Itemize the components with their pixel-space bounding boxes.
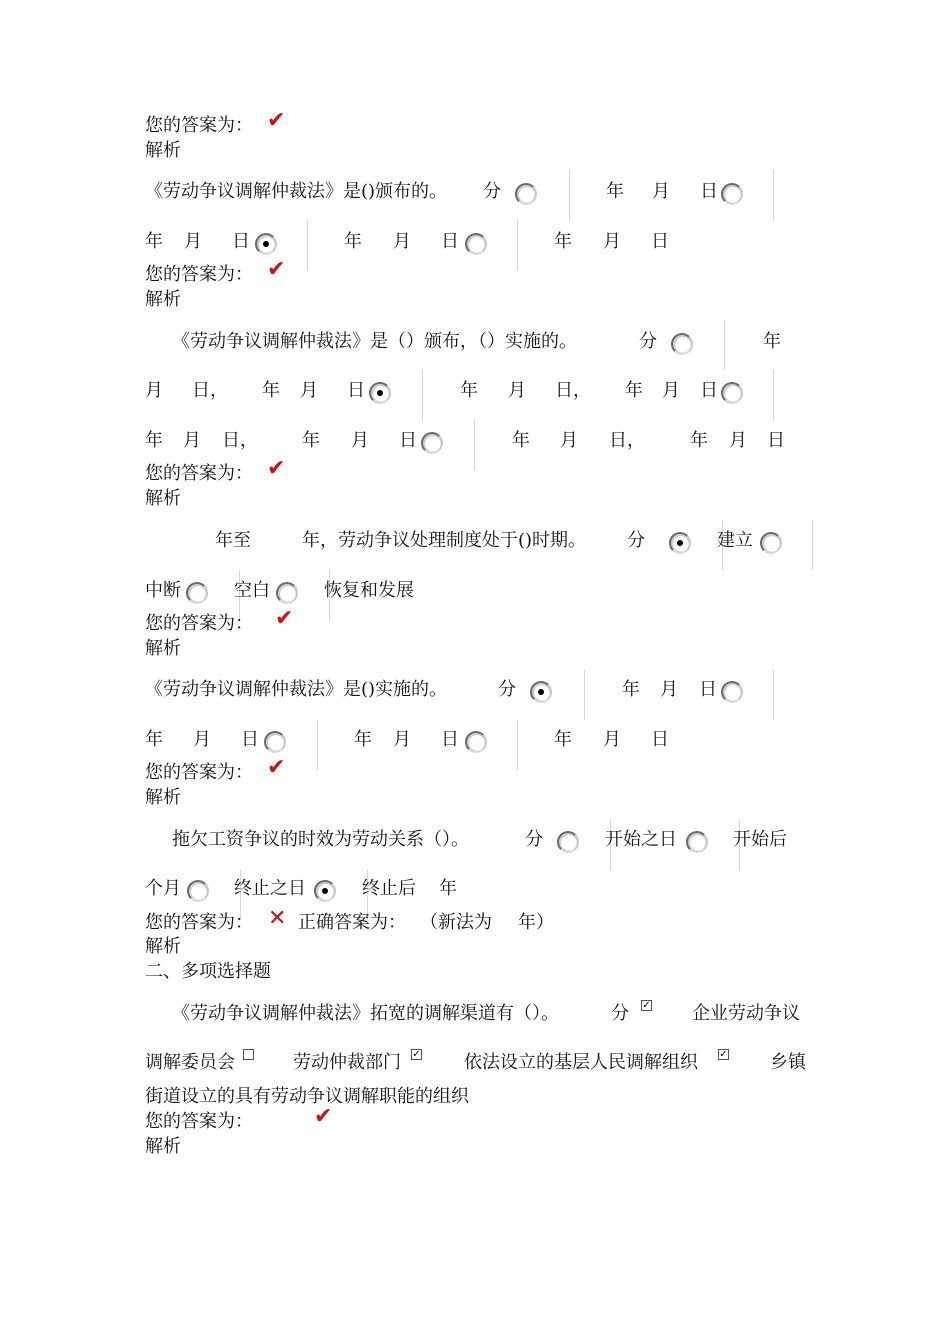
checkmark-icon: ✔ <box>275 606 294 631</box>
q4-opt-d-year: 年 <box>354 729 372 750</box>
q2-opt-e-day2: 日 <box>767 430 785 451</box>
analysis-link[interactable]: 解析 <box>145 289 181 310</box>
q4-opt-b-month: 月 <box>660 679 678 700</box>
q6-option-c-label: 依法设立的基层人民调解组织 <box>464 1052 698 1073</box>
analysis-link[interactable]: 解析 <box>145 140 181 161</box>
divider <box>584 670 585 720</box>
q2-question: 《劳动争议调解仲裁法》是（）颁布，（）实施的。 <box>172 331 577 352</box>
q5-score-label: 分 <box>525 829 543 850</box>
q3-option-a-label: 建立 <box>717 530 753 551</box>
q2-opt-b-year2: 年 <box>262 380 280 401</box>
q5-option-d-radio-selected[interactable] <box>314 880 336 902</box>
your-answer-label: 您的答案为： <box>145 115 253 136</box>
q2-opt-c-year: 年 <box>460 380 478 401</box>
q6-option-c-checkbox-checked[interactable]: ✓ <box>412 1049 421 1060</box>
q5-option-b-radio[interactable] <box>686 831 708 853</box>
q5-question: 拖欠工资争议的时效为劳动关系（）。 <box>172 829 469 850</box>
q2-opt-e-year2: 年 <box>690 430 708 451</box>
q3-option-b-radio[interactable] <box>760 532 782 554</box>
q4-opt-d-day: 日 <box>441 729 459 750</box>
cross-icon: ✕ <box>268 906 287 931</box>
q4-option-c-radio[interactable] <box>264 731 286 753</box>
divider <box>569 170 570 220</box>
q4-option-b-radio[interactable] <box>721 681 743 703</box>
q4-opt-d-month: 月 <box>393 729 411 750</box>
divider <box>773 370 774 420</box>
q3-question: 年，劳动争议处理制度处于()时期。 <box>302 530 587 551</box>
divider <box>773 670 774 720</box>
q3-option-d-radio[interactable] <box>276 582 298 604</box>
q5-option-b-label-cont: 个月 <box>145 878 181 899</box>
q4-opt-c-year: 年 <box>145 729 163 750</box>
divider <box>422 370 423 420</box>
q5-option-c-radio[interactable] <box>187 880 209 902</box>
q5-option-b-label: 开始后 <box>733 829 787 850</box>
analysis-link[interactable]: 解析 <box>145 638 181 659</box>
q3-option-c-label: 空白 <box>234 580 270 601</box>
analysis-link[interactable]: 解析 <box>145 1136 181 1157</box>
q2-opt-b-year: 年 <box>763 331 781 352</box>
q1-opt-e-year: 年 <box>554 231 572 252</box>
your-answer-label: 您的答案为： <box>145 463 253 484</box>
q3-year-from: 年至 <box>215 530 251 551</box>
q1-opt-d-month: 月 <box>393 231 411 252</box>
q5-option-d-label: 终止后 <box>362 878 416 899</box>
q6-option-a-label-cont: 调解委员会 <box>145 1052 235 1073</box>
q5-correct-label: 正确答案为： <box>298 912 406 933</box>
q2-option-a-radio[interactable] <box>671 333 693 355</box>
q1-opt-b-year: 年 <box>606 181 624 202</box>
your-answer-label: 您的答案为： <box>145 264 253 285</box>
q3-score-label: 分 <box>627 530 645 551</box>
q6-option-a-label: 企业劳动争议 <box>692 1003 800 1024</box>
q4-opt-e-month: 月 <box>603 729 621 750</box>
q1-opt-b-day: 日 <box>700 181 718 202</box>
q1-option-d-radio[interactable] <box>465 233 487 255</box>
q2-opt-c-day1: 日， <box>555 380 591 401</box>
q4-option-a-radio-selected[interactable] <box>530 681 552 703</box>
q2-opt-c-month2: 月 <box>662 380 680 401</box>
q2-option-b-radio-selected[interactable] <box>369 382 391 404</box>
checkmark-icon: ✔ <box>314 1104 333 1129</box>
q4-question: 《劳动争议调解仲裁法》是()实施的。 <box>145 679 448 700</box>
divider <box>724 320 725 370</box>
q1-opt-b-month: 月 <box>652 181 670 202</box>
q2-opt-b-month2: 月 <box>300 380 318 401</box>
your-answer-label: 您的答案为： <box>145 912 253 933</box>
checkmark-icon: ✔ <box>267 257 286 282</box>
q5-option-a-label: 开始之日 <box>605 829 677 850</box>
q1-option-c-radio-selected[interactable] <box>255 233 277 255</box>
q3-option-d-label: 恢复和发展 <box>324 580 414 601</box>
q2-option-d-radio[interactable] <box>421 432 443 454</box>
q4-opt-b-day: 日 <box>699 679 717 700</box>
q1-opt-d-day: 日 <box>441 231 459 252</box>
q6-option-a-checkbox-checked[interactable]: ✓ <box>642 1000 651 1011</box>
q6-question: 《劳动争议调解仲裁法》拓宽的调解渠道有（）。 <box>172 1003 559 1024</box>
q6-option-d-label: 乡镇 <box>770 1052 806 1073</box>
q6-option-b-checkbox[interactable] <box>243 1049 254 1060</box>
q2-opt-c-month: 月 <box>508 380 526 401</box>
divider <box>812 520 813 570</box>
q3-option-b-label: 中断 <box>145 580 181 601</box>
q5-option-d-unit: 年 <box>439 878 457 899</box>
q1-opt-c-month: 月 <box>184 231 202 252</box>
q3-option-a-radio-selected[interactable] <box>669 532 691 554</box>
q1-opt-e-month: 月 <box>603 231 621 252</box>
divider <box>317 720 318 770</box>
analysis-link[interactable]: 解析 <box>145 936 181 957</box>
q5-correct-value-end: 年） <box>518 912 554 933</box>
checkmark-icon: ✔ <box>267 456 286 481</box>
q5-correct-value: （新法为 <box>420 912 492 933</box>
q2-opt-e-month2: 月 <box>729 430 747 451</box>
q2-opt-b-day2: 日 <box>347 380 365 401</box>
q3-option-c-radio[interactable] <box>186 582 208 604</box>
q2-opt-c-day2: 日 <box>700 380 718 401</box>
q6-option-d-label-cont: 街道设立的具有劳动争议调解职能的组织 <box>145 1086 469 1107</box>
q1-score-label: 分 <box>483 181 501 202</box>
q2-opt-d-day1: 日， <box>222 430 258 451</box>
divider <box>307 220 308 270</box>
divider <box>474 420 475 470</box>
q1-opt-c-day: 日 <box>232 231 250 252</box>
q4-opt-c-month: 月 <box>193 729 211 750</box>
q1-option-a-radio[interactable] <box>515 183 537 205</box>
checkmark-icon: ✔ <box>267 108 286 133</box>
q6-score-label: 分 <box>611 1003 629 1024</box>
q1-option-b-radio[interactable] <box>721 183 743 205</box>
q2-opt-b-month: 月 <box>145 380 163 401</box>
q2-opt-d-year2: 年 <box>302 430 320 451</box>
q5-option-c-label: 终止之日 <box>234 878 306 899</box>
q2-opt-e-month: 月 <box>560 430 578 451</box>
q1-opt-e-day: 日 <box>651 231 669 252</box>
divider <box>517 720 518 770</box>
q2-opt-d-month: 月 <box>183 430 201 451</box>
q6-option-d-checkbox-checked[interactable]: ✓ <box>719 1049 728 1060</box>
divider <box>517 220 518 270</box>
q1-opt-c-year: 年 <box>145 231 163 252</box>
q2-opt-e-day1: 日， <box>609 430 645 451</box>
q2-option-c-radio[interactable] <box>721 382 743 404</box>
analysis-link[interactable]: 解析 <box>145 787 181 808</box>
analysis-link[interactable]: 解析 <box>145 488 181 509</box>
q2-opt-c-year2: 年 <box>625 380 643 401</box>
q4-opt-c-day: 日 <box>241 729 259 750</box>
q2-opt-d-month2: 月 <box>351 430 369 451</box>
q2-opt-b-day1: 日， <box>192 380 228 401</box>
q4-score-label: 分 <box>498 679 516 700</box>
your-answer-label: 您的答案为： <box>145 762 253 783</box>
section-title: 二、多项选择题 <box>145 961 271 982</box>
q4-opt-b-year: 年 <box>622 679 640 700</box>
q6-option-b-label: 劳动仲裁部门 <box>293 1052 401 1073</box>
q2-opt-e-year: 年 <box>512 430 530 451</box>
q2-opt-d-day2: 日 <box>399 430 417 451</box>
q1-question: 《劳动争议调解仲裁法》是()颁布的。 <box>145 181 448 202</box>
q2-opt-d-year: 年 <box>145 430 163 451</box>
your-answer-label: 您的答案为： <box>145 1111 253 1132</box>
q4-opt-e-year: 年 <box>554 729 572 750</box>
q5-option-a-radio[interactable] <box>557 831 579 853</box>
q1-opt-d-year: 年 <box>344 231 362 252</box>
q4-opt-e-day: 日 <box>651 729 669 750</box>
your-answer-label: 您的答案为： <box>145 613 253 634</box>
checkmark-icon: ✔ <box>267 755 286 780</box>
q2-score-label: 分 <box>639 331 657 352</box>
q4-option-d-radio[interactable] <box>465 731 487 753</box>
divider <box>773 170 774 220</box>
